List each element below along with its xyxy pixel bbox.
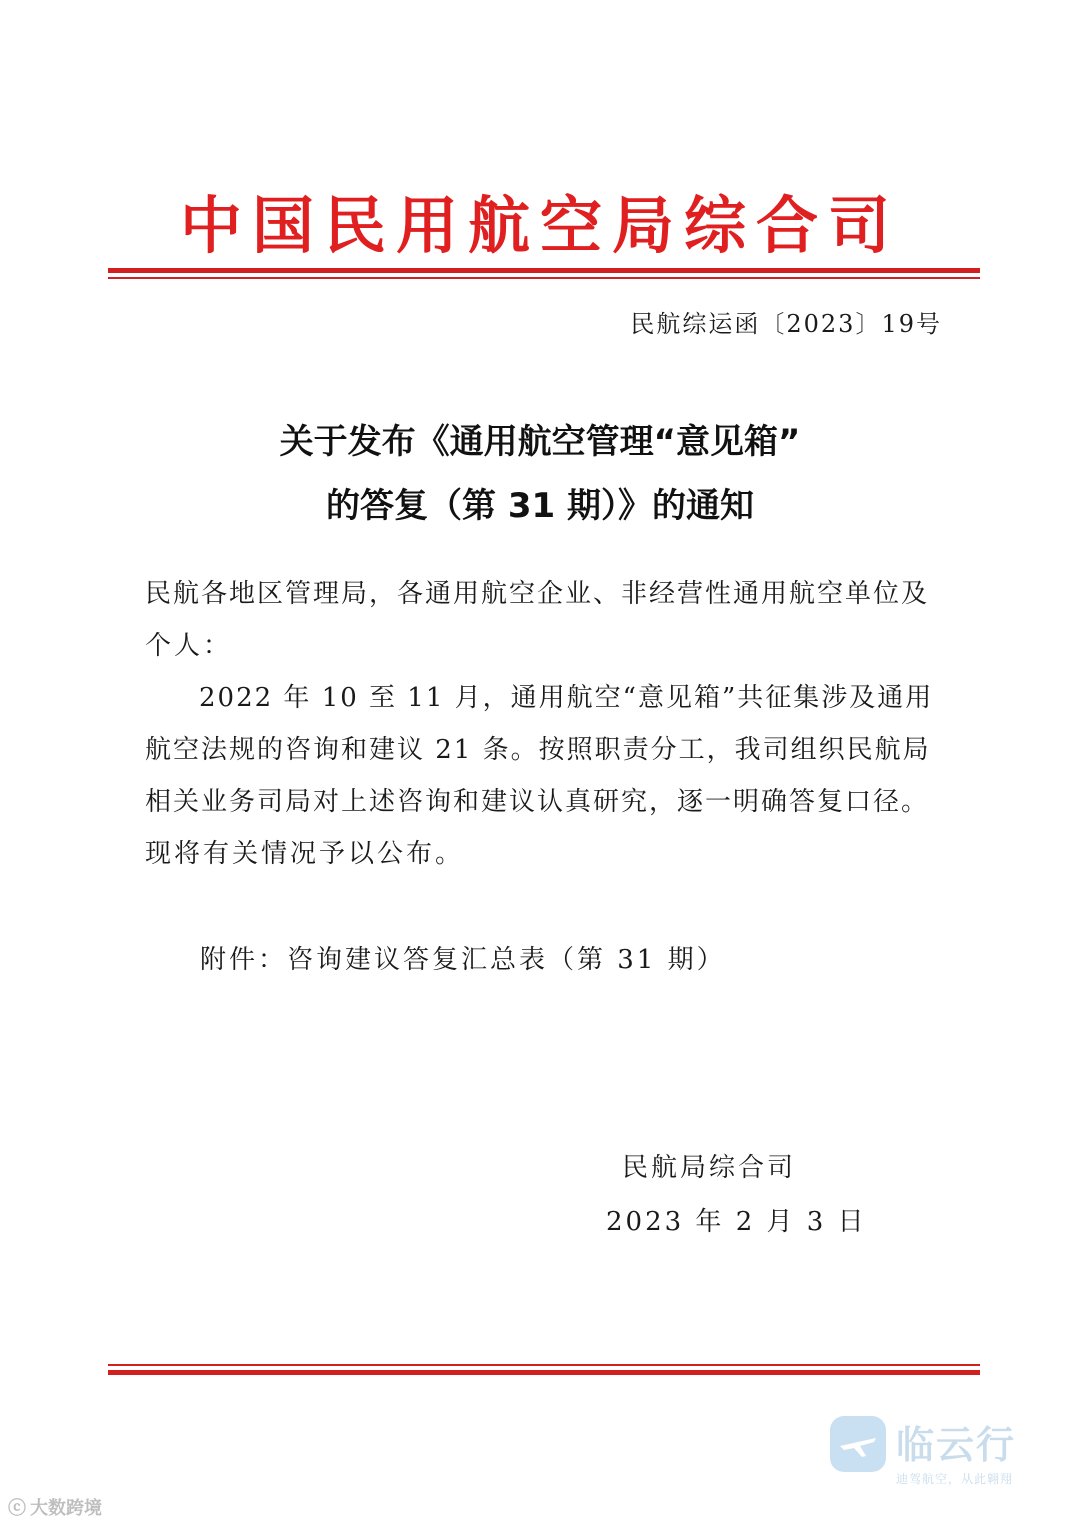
document-number: 民航综运函〔2023〕19号 bbox=[630, 310, 942, 338]
corner-watermark-text: 大数跨境 bbox=[30, 1498, 102, 1519]
watermark-tagline: 迪驾航空，从此翱翔 bbox=[896, 1472, 1014, 1486]
body-line-4: 现将有关情况予以公布。 bbox=[145, 839, 465, 869]
addressee-line-1: 民航各地区管理局，各通用航空企业、非经营性通用航空单位及 bbox=[145, 579, 930, 609]
addressee-line-2: 个人： bbox=[145, 631, 233, 661]
attachment-line: 附件：咨询建议答复汇总表（第 31 期） bbox=[200, 945, 726, 975]
addressee bbox=[145, 568, 945, 672]
agency-header-title: 中国民用航空局综合司 bbox=[179, 189, 900, 262]
body-line-2: 航空法规的咨询和建议 21 条。按照职责分工，我司组织民航局 bbox=[145, 735, 931, 765]
body-line-3: 相关业务司局对上述咨询和建议认真研究，逐一明确答复口径。 bbox=[145, 787, 930, 817]
header-rule-thick bbox=[108, 268, 980, 273]
watermark-brand: 临云行 bbox=[896, 1423, 1017, 1467]
issuer-signature: 民航局综合司 bbox=[622, 1153, 797, 1183]
notice-title-line-2: 的答复（第 31 期）》的通知 bbox=[326, 486, 754, 526]
header-rule-thin bbox=[108, 277, 980, 279]
footer-rule-thin bbox=[108, 1364, 980, 1366]
issue-date: 2023 年 2 月 3 日 bbox=[606, 1207, 867, 1237]
body-line-1: 2022 年 10 至 11 月，通用航空“意见箱”共征集涉及通用 bbox=[199, 683, 934, 713]
footer-rule-thick bbox=[108, 1370, 980, 1375]
corner-watermark bbox=[8, 1494, 102, 1520]
eye-logo-icon: ⓒ bbox=[8, 1498, 26, 1519]
notice-title-line-1: 关于发布《通用航空管理“意见箱” bbox=[279, 422, 801, 462]
airplane-logo-icon bbox=[830, 1416, 886, 1472]
body-paragraph bbox=[145, 672, 945, 880]
